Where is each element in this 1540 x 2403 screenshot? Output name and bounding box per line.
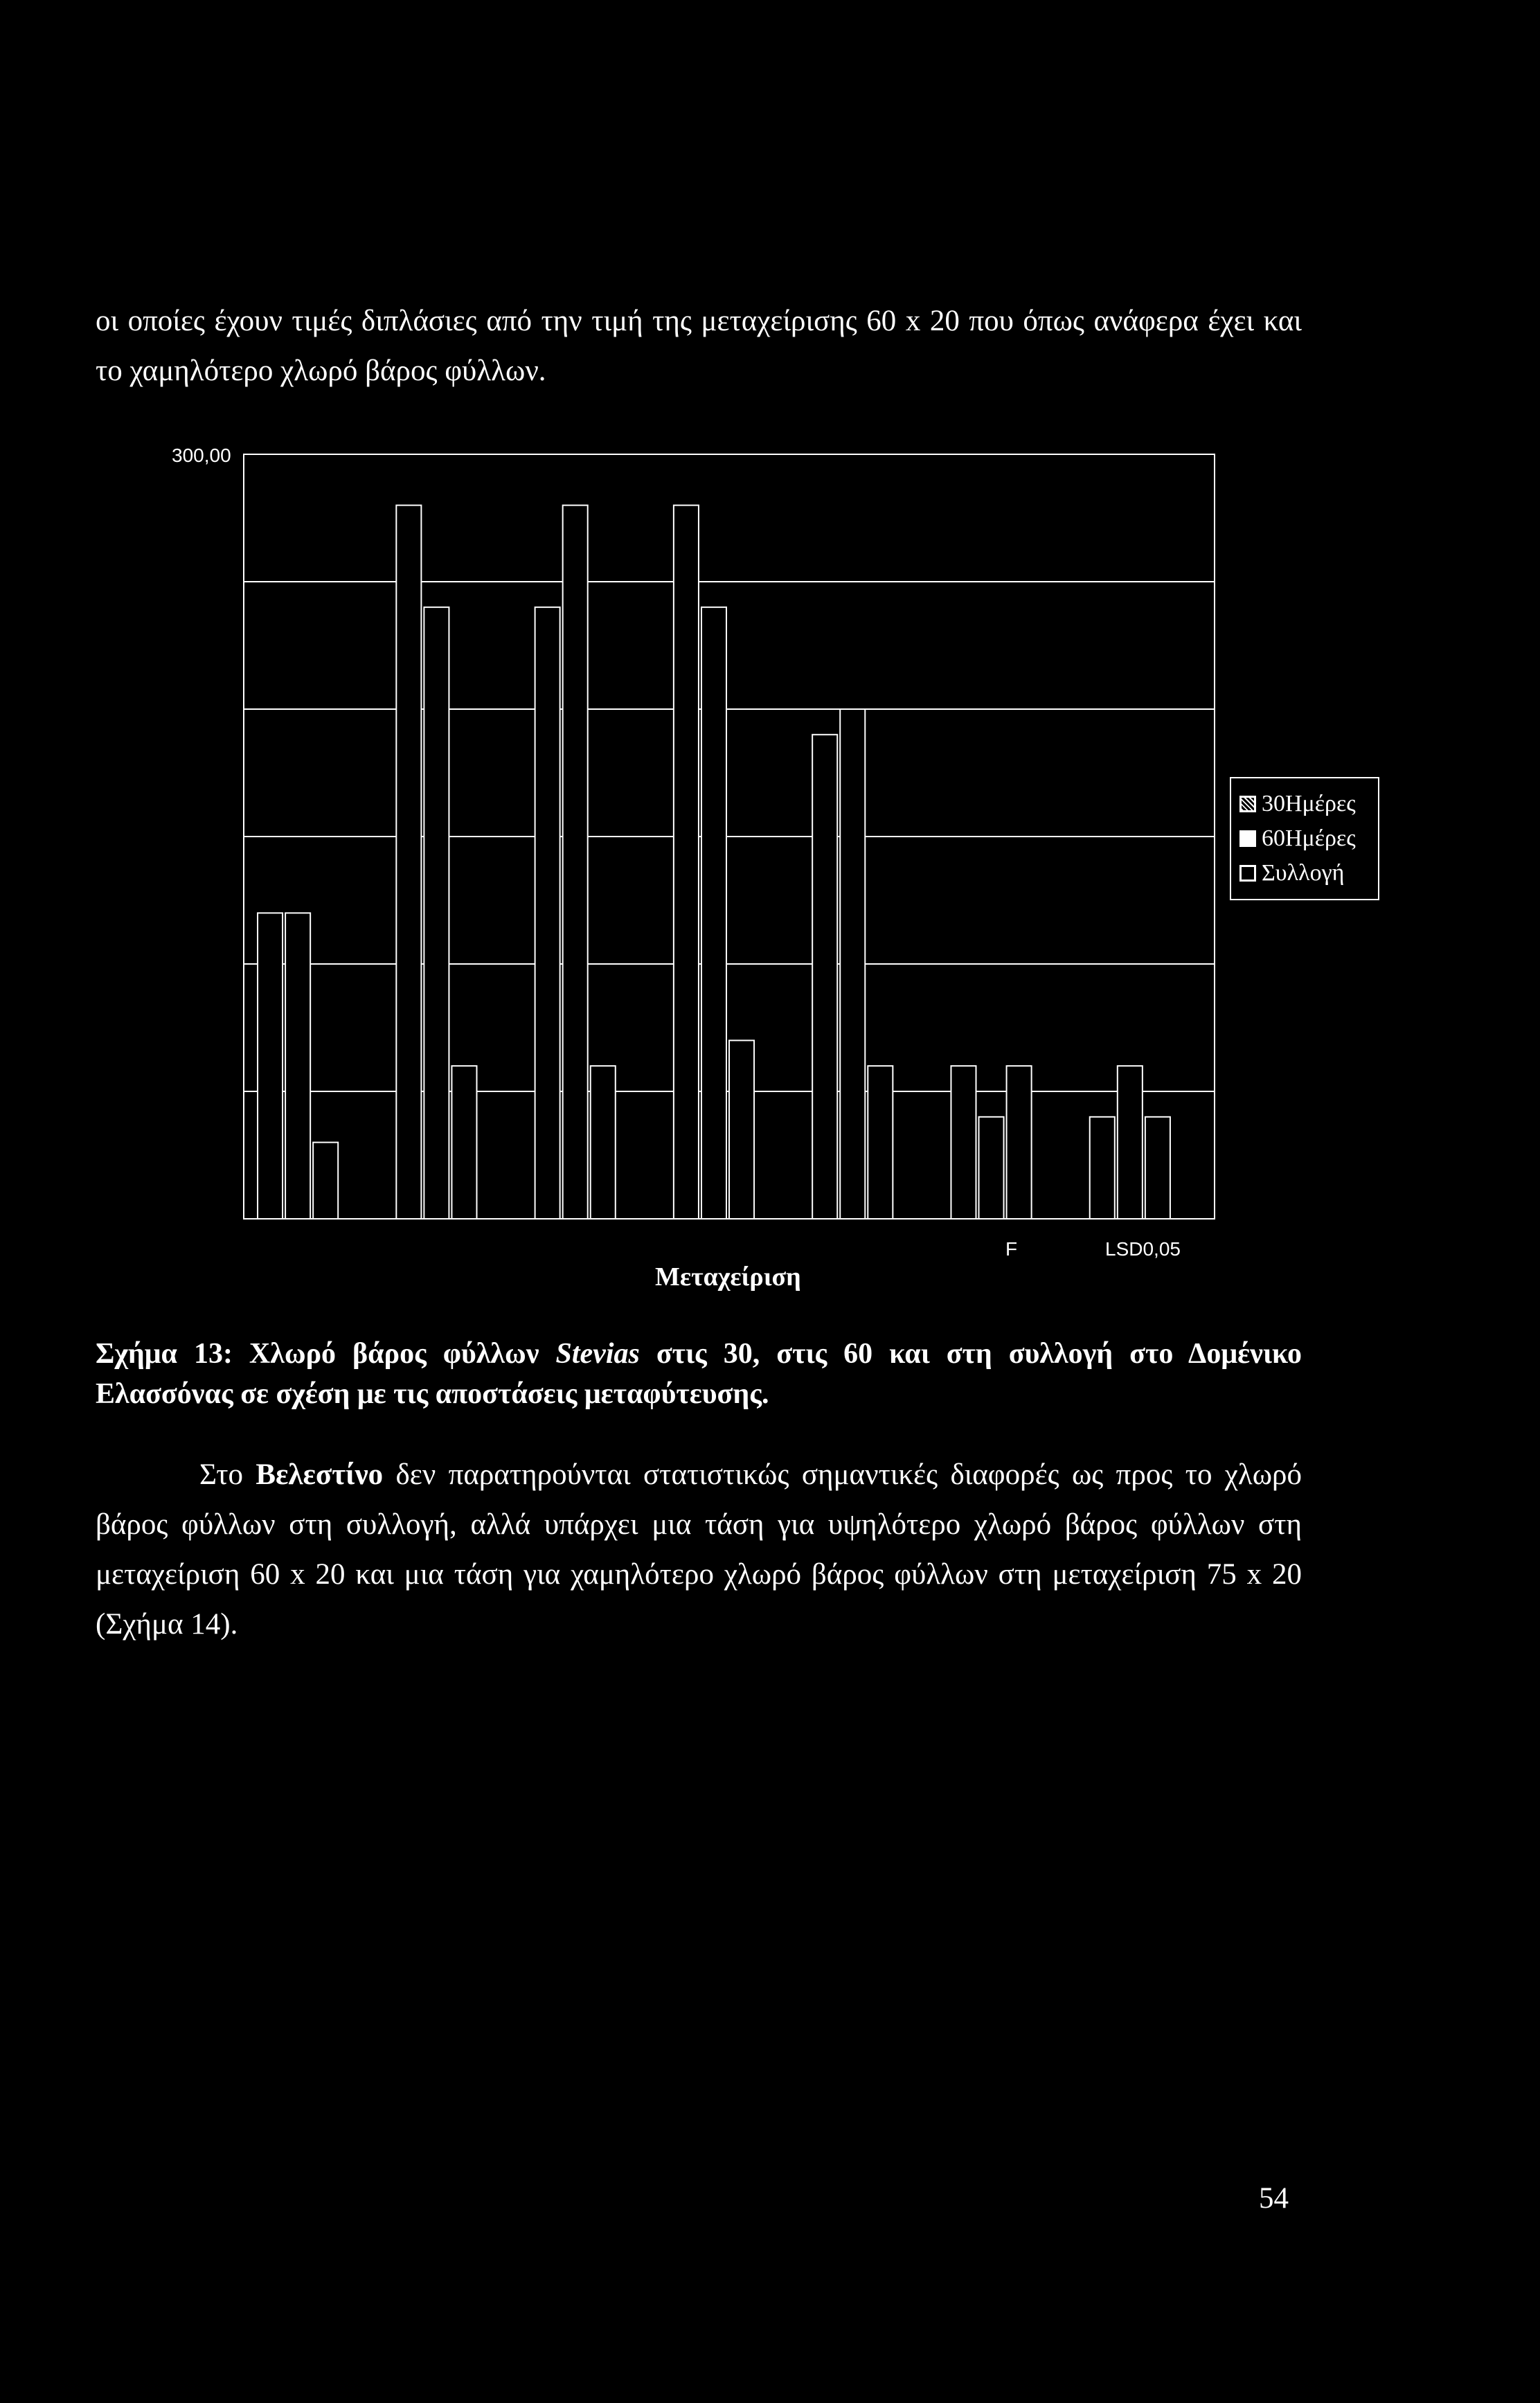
legend-label: 60Ημέρες — [1262, 825, 1356, 851]
y-tick-label: 300,00 — [172, 445, 231, 466]
bar — [1118, 1066, 1143, 1219]
x-axis-title: Μεταχείριση — [655, 1262, 801, 1292]
bar — [812, 735, 837, 1219]
legend-item-60 — [1239, 821, 1378, 856]
lsd-label: LSD0,05 — [1105, 1238, 1181, 1260]
legend-swatch-dotted — [1239, 796, 1256, 812]
bar — [1007, 1066, 1032, 1219]
legend-label: 30Ημέρες — [1262, 791, 1356, 816]
caption-italic: Stevias — [555, 1338, 640, 1370]
bar — [701, 607, 726, 1219]
caption-prefix: Σχήμα 13: Χλωρό βάρος φύλλων — [96, 1338, 556, 1370]
bar — [396, 506, 421, 1219]
bar — [868, 1066, 893, 1219]
body-paragraph — [96, 1450, 1302, 1650]
bar — [424, 607, 449, 1219]
caption-suffix: στις 30, στις 60 και στη συλλογή στο Δομένικο Ελασσόνας σε σχέση με τις αποστάσεις μεταφύτευσης. — [96, 1338, 1302, 1410]
body-bold: Βελεστίνο — [256, 1458, 384, 1491]
bar — [840, 709, 865, 1219]
page-number: 54 — [1259, 2182, 1289, 2215]
bar — [285, 913, 310, 1219]
legend-item-harvest — [1239, 856, 1378, 891]
intro-paragraph: οι οποίες έχουν τιμές διπλάσιες από την τιμή της μεταχείρισης 60 x 20 που όπως ανάφερα έχει και το χαμηλότερο χλωρό βάρος φύλλων. — [96, 305, 1302, 387]
bar — [451, 1066, 476, 1219]
chart-legend — [1230, 777, 1379, 900]
body-lead: Στο — [199, 1458, 256, 1491]
bar — [313, 1143, 338, 1219]
bar — [951, 1066, 976, 1219]
bar — [591, 1066, 616, 1219]
bar — [1090, 1117, 1115, 1219]
plot-frame — [244, 454, 1215, 1219]
bar — [1145, 1117, 1170, 1219]
legend-label: Συλλογή — [1262, 860, 1345, 886]
body-rest: δεν παρατηρούνται στατιστικώς σημαντικές διαφορές ως προς το χλωρό βάρος φύλλων στη συλλογή, αλλά υπάρχει μια τάση για υψηλότερο χλωρό βάρος φύλλων στη μεταχείριση 60 x 20 και μια τάση για χαμηλότερο χλωρό βάρος φύλλων στη μεταχείριση 75 x 20 (Σχήμα 14). — [96, 1458, 1302, 1641]
bar — [674, 506, 699, 1219]
legend-item-30 — [1239, 787, 1378, 821]
legend-swatch-empty — [1239, 865, 1256, 882]
figure-caption — [96, 1334, 1302, 1414]
f-label: F — [1005, 1238, 1018, 1260]
legend-swatch-filled — [1239, 830, 1256, 847]
bar — [563, 506, 588, 1219]
bar — [535, 607, 560, 1219]
bar — [729, 1040, 754, 1219]
bar — [979, 1117, 1004, 1219]
bar — [258, 913, 283, 1219]
